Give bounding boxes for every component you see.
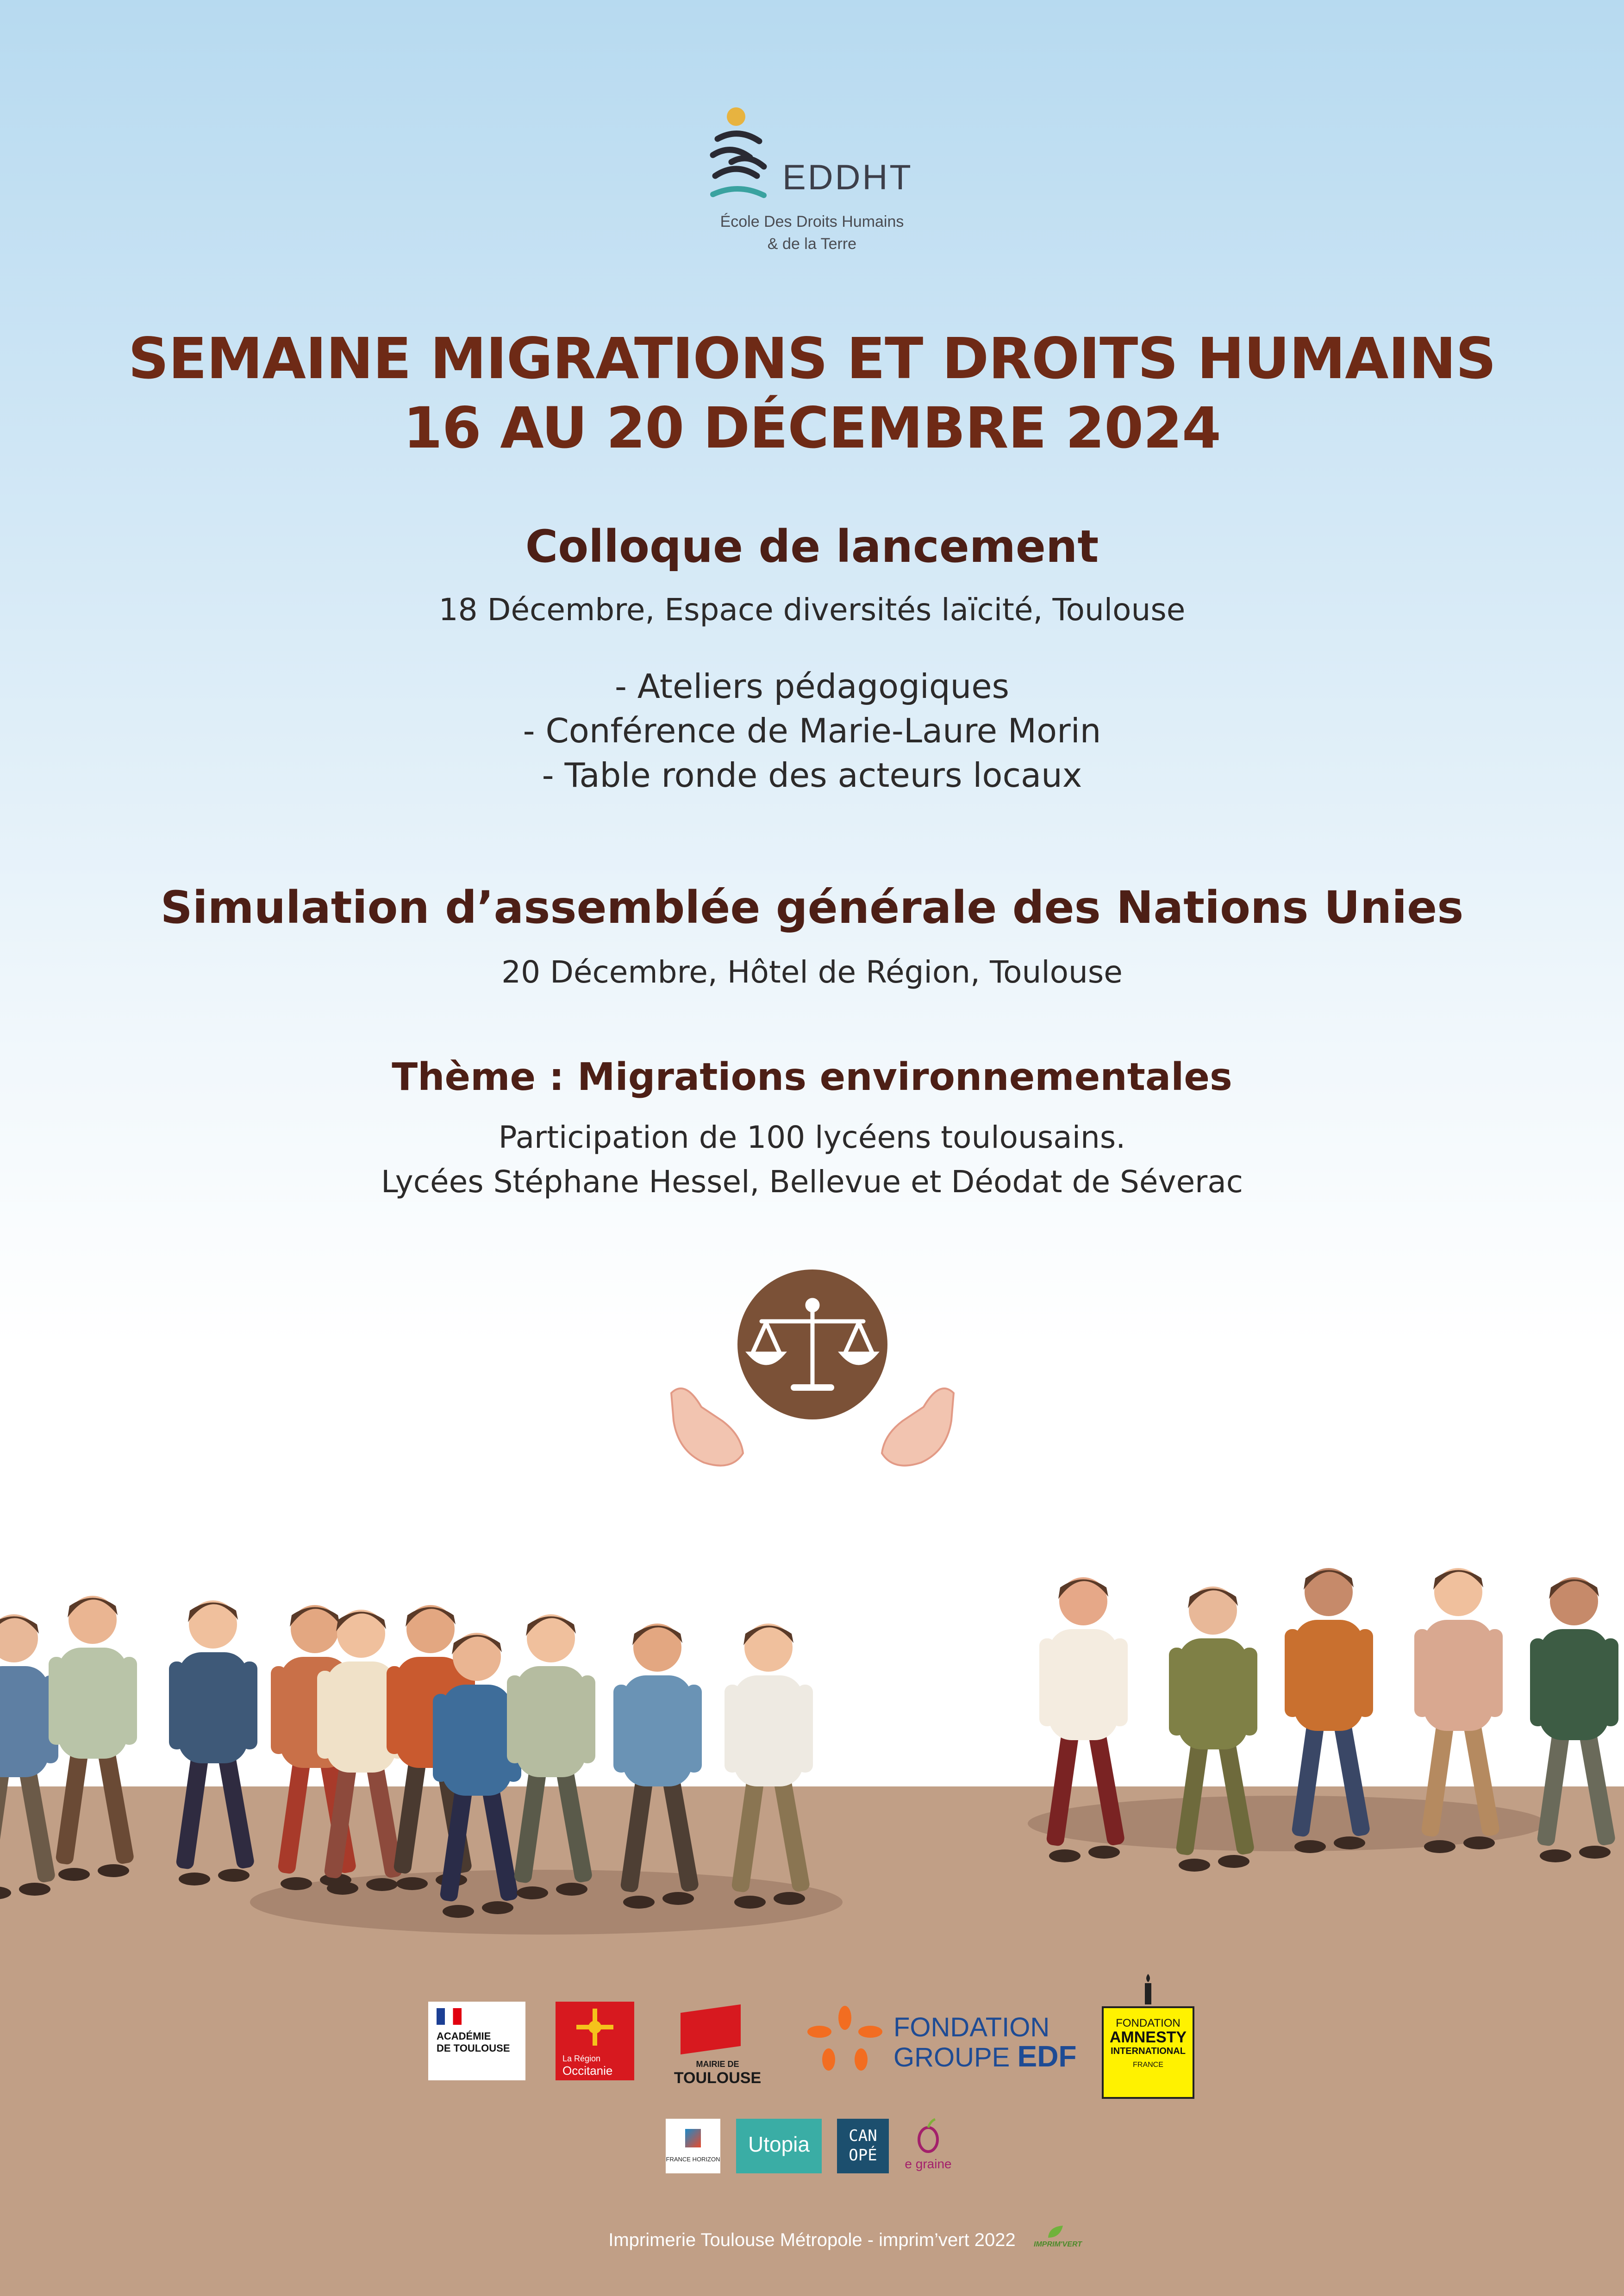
egraine-seed-icon	[917, 2117, 940, 2154]
edf-brand: EDF	[1017, 2040, 1077, 2073]
walking-person	[49, 1596, 137, 1881]
list-item: - Ateliers pédagogiques	[614, 667, 1010, 706]
region-line1: La Région	[562, 2054, 601, 2063]
edf-sun-icon	[801, 2004, 889, 2078]
simulation-details: 20 Décembre, Hôtel de Région, Toulouse	[501, 954, 1123, 990]
walking-person	[169, 1600, 257, 1885]
canope-logo	[837, 2119, 889, 2173]
mairie-toulouse-logo	[667, 2004, 768, 2085]
justice-scales-icon	[662, 1268, 963, 1481]
list-item: - Conférence de Marie-Laure Morin	[523, 711, 1101, 750]
edf-line1: FONDATION	[893, 2012, 1050, 2042]
amnesty-line4: FRANCE	[1133, 2061, 1163, 2069]
walking-person	[507, 1614, 595, 1899]
colloque-heading: Colloque de lancement	[525, 521, 1099, 572]
imprimvert-logo	[1018, 2224, 1097, 2252]
walking-person	[613, 1624, 702, 1909]
region-line2: Occitanie	[562, 2064, 613, 2078]
egraine-logo	[903, 2117, 954, 2175]
fondation-edf-logo	[801, 1999, 1079, 2083]
imprimvert-label: IMPRIM'VERT	[1034, 2240, 1082, 2248]
title-line2: 16 AU 20 DÉCEMBRE 2024	[403, 395, 1221, 461]
list-item: - Table ronde des acteurs locaux	[542, 756, 1082, 795]
colloque-details: 18 Décembre, Espace diversités laïcité, Toulouse	[438, 592, 1186, 628]
colloque-list	[0, 664, 1624, 797]
logo-subtitle	[0, 211, 1624, 255]
title-line1: SEMAINE MIGRATIONS ET DROITS HUMAINS	[128, 326, 1496, 392]
egraine-label: e graine	[905, 2157, 952, 2171]
eddht-logo-icon	[704, 106, 773, 208]
edf-line2: GROUPE	[893, 2042, 1010, 2072]
logo-subtitle-line2: & de la Terre	[767, 235, 857, 253]
mairie-line2: TOULOUSE	[674, 2069, 762, 2087]
france-horizon-logo	[666, 2119, 720, 2173]
candle-icon	[1137, 1974, 1160, 2006]
page-title	[0, 324, 1624, 463]
walking-person	[1530, 1577, 1618, 1862]
walking-person	[725, 1624, 813, 1909]
academie-line2: DE TOULOUSE	[437, 2042, 510, 2054]
people-walking-illustration	[0, 1500, 1624, 1944]
france-horizon-label: FRANCE HORIZON	[666, 2156, 720, 2163]
walking-person	[0, 1614, 58, 1899]
region-occitanie-logo	[556, 2002, 634, 2080]
academie-line1: ACADÉMIE	[437, 2030, 491, 2042]
theme-line2: Lycées Stéphane Hessel, Bellevue et Déodat de Séverac	[381, 1164, 1243, 1200]
leaf-icon	[1046, 2224, 1065, 2240]
theme-line1: Participation de 100 lycéens toulousains.	[498, 1120, 1126, 1155]
printer-credit: Imprimerie Toulouse Métropole - imprim’vert 2022	[608, 2230, 1016, 2250]
utopia-label: Utopia	[748, 2132, 810, 2156]
amnesty-logo	[1102, 1974, 1194, 2113]
amnesty-line2: AMNESTY	[1109, 2028, 1187, 2046]
amnesty-line3: INTERNATIONAL	[1111, 2046, 1186, 2056]
academie-toulouse-logo	[428, 2002, 525, 2080]
utopia-logo	[736, 2119, 822, 2173]
occitan-cross-icon	[556, 2002, 634, 2053]
mairie-line1: MAIRIE DE	[696, 2060, 739, 2069]
logo-name: EDDHT	[782, 158, 913, 197]
simulation-heading: Simulation d’assemblée générale des Nations Unies	[160, 882, 1464, 933]
theme-heading: Thème : Migrations environnementales	[392, 1055, 1232, 1099]
logo-subtitle-line1: École Des Droits Humains	[720, 213, 904, 230]
canope-line1: CAN	[849, 2127, 877, 2145]
theme-details	[0, 1115, 1624, 1204]
amnesty-line1: FONDATION	[1116, 2017, 1181, 2029]
canope-line2: OPÉ	[849, 2146, 877, 2165]
